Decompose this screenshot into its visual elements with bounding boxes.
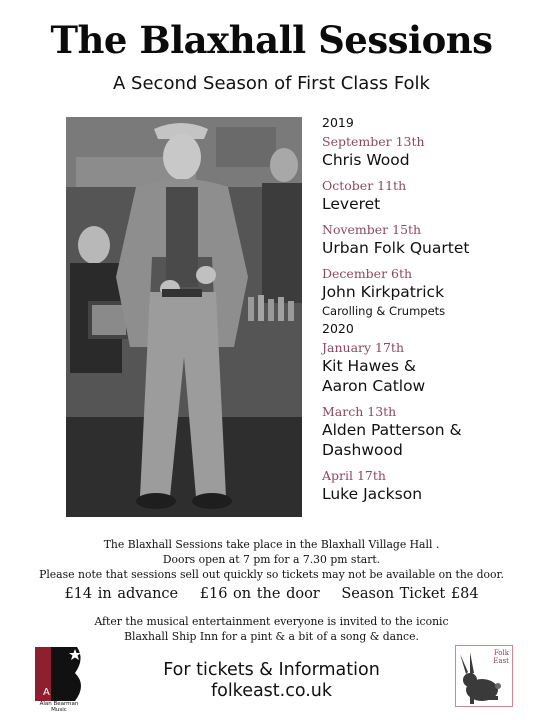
event-artist: Luke Jackson [322,485,423,503]
event-artist: Leveret [322,195,381,213]
after-line: After the musical entertainment everyone is invited to the iconic [94,615,449,628]
event-date: January 17th [322,340,405,355]
info-line: Please note that sessions sell out quickly so tickets may not be available on the door. [39,568,504,581]
year-heading-2020: 2020 [322,321,354,336]
event-artist: Kit Hawes & [322,357,416,375]
event-date: September 13th [322,134,425,149]
event-date: March 13th [322,404,397,419]
event-artist: Aaron Catlow [322,377,426,395]
after-show-info [0,614,543,644]
event-artist: Alden Patterson & [322,421,462,439]
event-date: November 15th [322,222,422,237]
event-date: December 6th [322,266,413,281]
event-artist: Dashwood [322,441,403,459]
price-season: Season Ticket £84 [341,586,479,602]
after-line: Blaxhall Ship Inn for a pint & a bit of a song & dance. [124,630,419,643]
folk-east-label [493,649,509,665]
venue-info [0,537,543,582]
poster-title: The Blaxhall Sessions [50,18,493,62]
contact-heading: For tickets & Information [163,660,380,680]
ticket-prices [0,586,543,602]
year-heading-2019: 2019 [322,115,354,130]
event-artist: John Kirkpatrick [322,283,445,301]
event-schedule [322,114,537,504]
logo-caption: Alan Bearman Music [39,701,79,713]
alan-bearman-music-logo [31,645,87,713]
logo-letter: A [43,687,50,698]
east-label: East [493,657,509,665]
website-link[interactable]: folkeast.co.uk [210,681,333,701]
event-date: April 17th [322,468,386,483]
event-note: Carolling & Crumpets [322,304,446,318]
event-artist: Chris Wood [322,151,410,169]
archive-photo [66,117,302,517]
price-door: £16 on the door [199,586,320,602]
folk-east-logo [455,645,513,707]
dancing-man-photo-illustration [66,117,302,517]
folk-label: Folk [493,649,509,657]
info-line: Doors open at 7 pm for a 7.30 pm start. [162,553,381,566]
info-line: The Blaxhall Sessions take place in the Blaxhall Village Hall . [103,538,440,551]
event-artist: Urban Folk Quartet [322,239,470,257]
price-advance: £14 in advance [64,586,179,602]
event-date: October 11th [322,178,407,193]
poster-subtitle: A Second Season of First Class Folk [113,73,430,94]
bearman-logo-icon [31,645,87,703]
